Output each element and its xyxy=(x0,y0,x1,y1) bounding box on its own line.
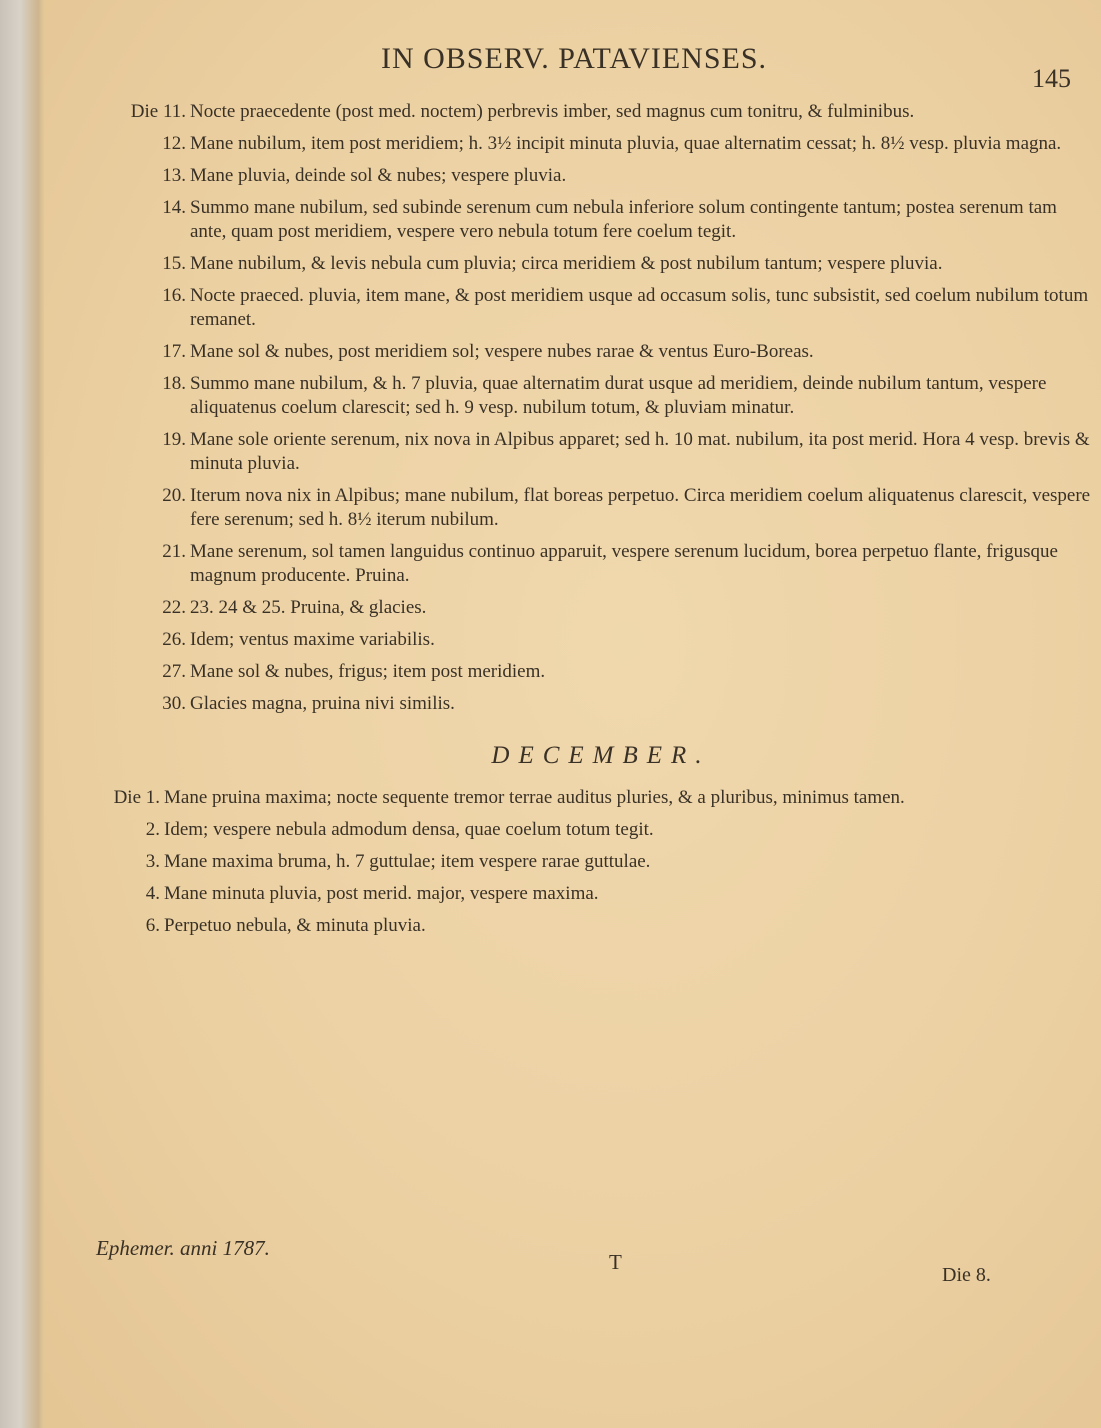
entry-row xyxy=(106,596,1096,620)
entry-text: Summo mane nubilum, sed subinde serenum cum nebula inferiore solum contingente tantum; postea serenum tam ante, quam post meridiem, vespere vero nebula totum fere coelum tegit. xyxy=(190,197,1057,242)
entry-text: 23. 24 & 25. Pruina, & glacies. xyxy=(190,597,427,618)
entry-number: 12. xyxy=(162,133,186,154)
entry-row xyxy=(106,786,1096,810)
entry-text: Mane nubilum, & levis nebula cum pluvia; circa meridiem & post nubilum tantum; vespere pluvia. xyxy=(190,253,943,274)
observation-entries xyxy=(106,100,1096,946)
entry-row xyxy=(106,818,1096,842)
entry-number: Die 11. xyxy=(130,101,186,122)
signature-mark: T xyxy=(609,1250,622,1274)
entry-text: Mane nubilum, item post meridiem; h. 3½ incipit minuta pluvia, quae alternatim cessat; h. 8½ vesp. pluvia magna. xyxy=(190,133,1062,154)
entry-number: 19. xyxy=(162,429,186,450)
entry-number: 21. xyxy=(162,541,186,562)
entry-number: 14. xyxy=(162,197,186,218)
month-heading: DECEMBER. xyxy=(491,742,711,769)
entry-row xyxy=(106,428,1096,476)
entry-number: 30. xyxy=(162,693,186,714)
entry-number: 27. xyxy=(162,661,186,682)
entry-text: Idem; ventus maxime variabilis. xyxy=(190,629,435,650)
entry-text: Mane sole oriente serenum, nix nova in Alpibus apparet; sed h. 10 mat. nubilum, ita post merid. Hora 4 vesp. brevis & minuta pluvia. xyxy=(190,429,1090,474)
entry-text: Glacies magna, pruina nivi similis. xyxy=(190,693,455,714)
entry-text: Summo mane nubilum, & h. 7 pluvia, quae alternatim durat usque ad meridiem, deinde nubilum tantum, vespere aliquatenus coelum clarescit; sed h. 9 vesp. nubilum totum, & pluviam minatur. xyxy=(190,373,1047,418)
entry-text: Nocte praeced. pluvia, item mane, & post meridiem usque ad occasum solis, tunc subsistit, sed coelum nubilum totum remanet. xyxy=(190,285,1089,330)
entry-text: Mane maxima bruma, h. 7 guttulae; item vespere rarae guttulae. xyxy=(164,851,651,872)
entry-number: 13. xyxy=(162,165,186,186)
entry-row xyxy=(106,252,1096,276)
november-entries xyxy=(106,100,1096,716)
entry-row xyxy=(106,372,1096,420)
entry-number: 2. xyxy=(145,819,160,840)
entry-text: Mane sol & nubes, post meridiem sol; vespere nubes rarae & ventus Euro-Boreas. xyxy=(190,341,814,362)
entry-row xyxy=(106,340,1096,364)
book-page xyxy=(44,0,1101,1428)
entry-number: 4. xyxy=(145,883,160,904)
entry-row xyxy=(106,484,1096,532)
page-number: 145 xyxy=(1032,64,1071,93)
december-entries xyxy=(106,786,1096,938)
entry-number: 20. xyxy=(162,485,186,506)
entry-row xyxy=(106,628,1096,652)
entry-text: Idem; vespere nebula admodum densa, quae coelum totum tegit. xyxy=(164,819,654,840)
entry-row xyxy=(106,164,1096,188)
entry-number: 22. xyxy=(162,597,186,618)
entry-text: Mane minuta pluvia, post merid. major, vespere maxima. xyxy=(164,883,599,904)
running-header: IN OBSERV. PATAVIENSES. xyxy=(380,42,768,75)
entry-row xyxy=(106,850,1096,874)
entry-row xyxy=(106,540,1096,588)
entry-number: 15. xyxy=(162,253,186,274)
catchword: Die 8. xyxy=(942,1264,991,1286)
entry-row xyxy=(106,914,1096,938)
entry-number: 18. xyxy=(162,373,186,394)
entry-number: 3. xyxy=(145,851,160,872)
entry-text: Mane pluvia, deinde sol & nubes; vespere pluvia. xyxy=(190,165,567,186)
entry-number: 17. xyxy=(162,341,186,362)
entry-number: 6. xyxy=(145,915,160,936)
entry-text: Iterum nova nix in Alpibus; mane nubilum, flat boreas perpetuo. Circa meridiem coelum aliquatenus clarescit, vespere fere serenum; sed h. 8½ iterum nubilum. xyxy=(190,485,1091,530)
entry-number: 26. xyxy=(162,629,186,650)
entry-text: Mane pruina maxima; nocte sequente tremor terrae auditus pluries, & a pluribus, minimus tamen. xyxy=(164,787,905,808)
footer-ephemeris: Ephemer. anni 1787. xyxy=(96,1236,270,1260)
entry-row xyxy=(106,882,1096,906)
entry-text: Perpetuo nebula, & minuta pluvia. xyxy=(164,915,426,936)
entry-row xyxy=(106,196,1096,244)
entry-row xyxy=(106,132,1096,156)
entry-row xyxy=(106,100,1096,124)
entry-text: Mane sol & nubes, frigus; item post meridiem. xyxy=(190,661,546,682)
entry-text: Mane serenum, sol tamen languidus continuo apparuit, vespere serenum lucidum, borea perpetuo flante, frigusque magnum producente. Pruina. xyxy=(190,541,1058,586)
entry-row xyxy=(106,284,1096,332)
entry-number: Die 1. xyxy=(113,787,160,808)
entry-row xyxy=(106,660,1096,684)
entry-text: Nocte praecedente (post med. noctem) perbrevis imber, sed magnus cum tonitru, & fulminibus. xyxy=(190,101,915,122)
entry-row xyxy=(106,692,1096,716)
entry-number: 16. xyxy=(162,285,186,306)
book-gutter xyxy=(0,0,44,1428)
